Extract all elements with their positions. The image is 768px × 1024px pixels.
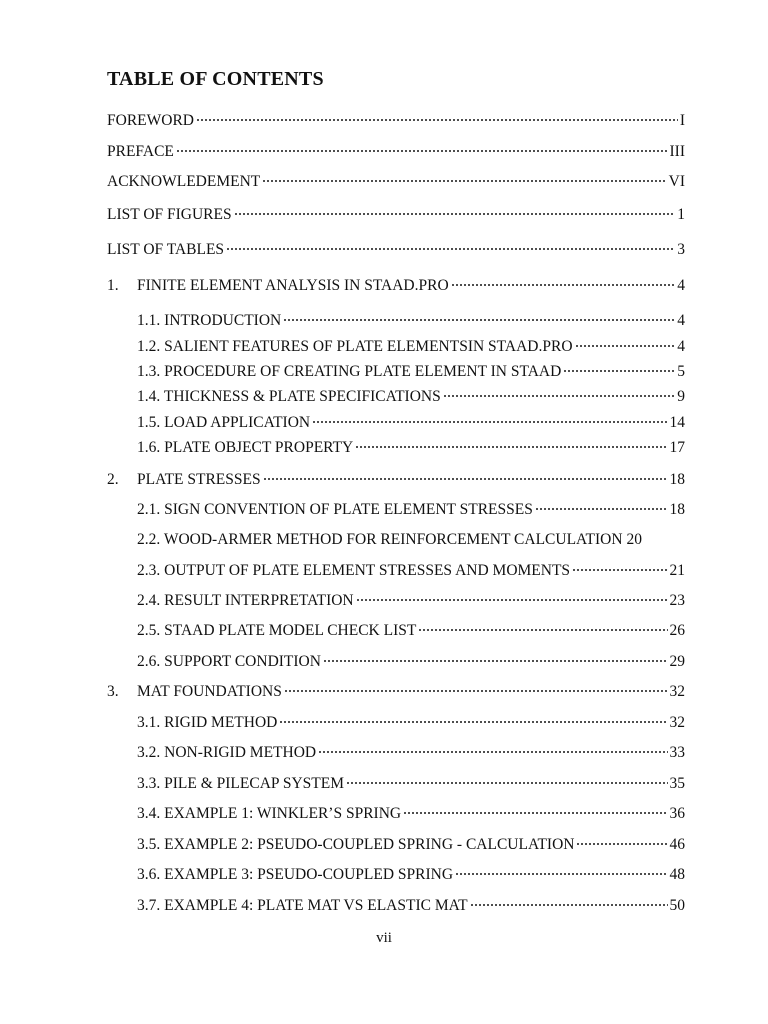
dot-leader — [572, 568, 667, 572]
toc-entry-label: 3.3. PILE & PILECAP SYSTEM — [137, 775, 344, 792]
toc-entry-page: 33 — [669, 744, 685, 761]
toc-entry-label: 2.3. OUTPUT OF PLATE ELEMENT STRESSES AND MOMENTS — [137, 562, 571, 579]
toc-chapter-entry[interactable] — [107, 471, 685, 491]
toc-entry-label: 1.5. LOAD APPLICATION — [137, 414, 311, 431]
toc-entry-page: 36 — [669, 805, 685, 822]
dot-leader — [403, 811, 667, 815]
toc-entry-label: 1.6. PLATE OBJECT PROPERTY — [137, 439, 354, 456]
toc-entry[interactable] — [107, 241, 685, 261]
toc-entry-page: 20 — [626, 531, 643, 548]
toc-entry[interactable] — [107, 143, 685, 163]
toc-section-entry[interactable] — [137, 501, 685, 521]
toc-entry-label: 2.5. STAAD PLATE MODEL CHECK LIST — [137, 622, 417, 639]
dot-leader — [284, 689, 668, 693]
toc-entry-page: 3 — [677, 241, 685, 258]
toc-section-entry[interactable] — [137, 653, 685, 673]
toc-section-entry[interactable] — [137, 388, 685, 408]
toc-entry-label: 2.6. SUPPORT CONDITION — [137, 653, 321, 670]
toc-entry-label: MAT FOUNDATIONS — [137, 683, 282, 700]
toc-entry-label: 3.2. NON-RIGID METHOD — [137, 744, 317, 761]
dot-leader — [318, 750, 667, 754]
toc-entry-label: 3.4. EXAMPLE 1: WINKLER’S SPRING — [137, 805, 402, 822]
toc-section-entry[interactable] — [137, 338, 685, 358]
dot-leader — [470, 903, 668, 907]
dot-leader — [563, 369, 675, 373]
toc-entry-page: 4 — [677, 312, 685, 329]
toc-entry-label: 3.7. EXAMPLE 4: PLATE MAT VS ELASTIC MAT — [137, 897, 468, 914]
toc-section-entry[interactable] — [137, 363, 685, 383]
toc-entry-page: VI — [668, 173, 685, 190]
toc-entry-page: 46 — [669, 836, 685, 853]
toc-entry-label: FOREWORD — [107, 112, 194, 129]
dot-leader — [355, 445, 667, 449]
page-number: vii — [376, 930, 392, 946]
toc-entry-page: 4 — [677, 277, 685, 294]
toc-entry-page: 32 — [669, 683, 685, 700]
dot-leader — [356, 598, 668, 602]
toc-chapter-number: 2. — [107, 471, 119, 488]
dot-leader — [312, 420, 667, 424]
toc-entry-label: 2.4. RESULT INTERPRETATION — [137, 592, 354, 609]
dot-leader — [263, 477, 668, 481]
toc-section-entry[interactable] — [137, 805, 685, 825]
toc-section-entry[interactable] — [137, 622, 685, 642]
toc-entry-label: ACKNOWLEDEMENT — [107, 173, 261, 190]
toc-entry[interactable] — [107, 112, 685, 132]
toc-section-entry[interactable] — [137, 592, 685, 612]
toc-entry-page: 18 — [669, 501, 685, 518]
dot-leader — [576, 842, 667, 846]
toc-section-entry[interactable] — [137, 897, 685, 917]
toc-entry-page: 29 — [669, 653, 685, 670]
toc-section-entry[interactable] — [137, 836, 685, 856]
toc-section-entry[interactable] — [137, 414, 685, 434]
dot-leader — [455, 872, 667, 876]
toc-entry-page: I — [679, 112, 685, 129]
dot-leader — [575, 344, 676, 348]
toc-entry-page: 23 — [669, 592, 685, 609]
toc-entry-label: FINITE ELEMENT ANALYSIS IN STAAD.PRO — [137, 277, 449, 294]
dot-leader — [279, 720, 667, 724]
toc-entry-page: III — [669, 143, 685, 160]
toc-entry-label: 1.1. INTRODUCTION — [137, 312, 282, 329]
toc-entry[interactable] — [107, 173, 685, 193]
dot-leader — [443, 394, 676, 398]
toc-entry-label: PREFACE — [107, 143, 174, 160]
dot-leader — [283, 318, 675, 322]
toc-entry-page: 9 — [677, 388, 685, 405]
toc-entry-page: 26 — [669, 622, 685, 639]
toc-section-entry[interactable] — [137, 312, 685, 332]
toc-entry[interactable] — [107, 206, 685, 226]
toc-entry-page: 21 — [669, 562, 685, 579]
dot-leader — [323, 659, 668, 663]
toc-entry-label: LIST OF FIGURES — [107, 206, 232, 223]
dot-leader — [346, 781, 668, 785]
dot-leader — [226, 247, 675, 251]
toc-entry-label: 1.4. THICKNESS & PLATE SPECIFICATIONS — [137, 388, 441, 405]
dot-leader — [176, 149, 668, 153]
toc-chapter-number: 1. — [107, 277, 119, 294]
toc-entry-label: 3.1. RIGID METHOD — [137, 714, 278, 731]
toc-entry-page: 50 — [669, 897, 685, 914]
toc-entry-page: 14 — [669, 414, 685, 431]
toc-section-entry[interactable] — [137, 866, 685, 886]
dot-leader — [196, 118, 678, 122]
toc-entry-page: 32 — [669, 714, 685, 731]
toc-section-entry[interactable] — [137, 775, 685, 795]
toc-entry-label: 1.2. SALIENT FEATURES OF PLATE ELEMENTSIN STAAD.PRO — [137, 338, 573, 355]
toc-section-entry[interactable] — [137, 562, 685, 582]
toc-entry-label: 3.5. EXAMPLE 2: PSEUDO-COUPLED SPRING - CALCULATION — [137, 836, 575, 853]
toc-chapter-number: 3. — [107, 683, 119, 700]
toc-entry-label: 1.3. PROCEDURE OF CREATING PLATE ELEMENT IN STAAD — [137, 363, 562, 380]
toc-entry-page: 5 — [677, 363, 685, 380]
toc-entry-page: 35 — [669, 775, 685, 792]
toc-entry-label: 2.2. WOOD-ARMER METHOD FOR REINFORCEMENT CALCULATION — [137, 531, 623, 548]
toc-section-entry[interactable] — [137, 531, 685, 551]
dot-leader — [418, 628, 667, 632]
toc-entry-label: 3.6. EXAMPLE 3: PSEUDO-COUPLED SPRING — [137, 866, 454, 883]
toc-entry-page: 17 — [669, 439, 685, 456]
toc-entry-page: 48 — [669, 866, 685, 883]
toc-chapter-entry[interactable] — [107, 277, 685, 297]
toc-entry-label: LIST OF TABLES — [107, 241, 225, 258]
dot-leader — [262, 179, 666, 183]
toc-section-entry[interactable] — [137, 714, 685, 734]
toc-section-entry[interactable] — [137, 439, 685, 459]
toc-entry-label: 2.1. SIGN CONVENTION OF PLATE ELEMENT STRESSES — [137, 501, 533, 518]
dot-leader — [451, 283, 676, 287]
toc-entry-page: 18 — [669, 471, 685, 488]
toc-entry-page: 1 — [677, 206, 685, 223]
dot-leader — [535, 507, 668, 511]
toc-section-entry[interactable] — [137, 744, 685, 764]
page-title: TABLE OF CONTENTS — [107, 68, 324, 90]
dot-leader — [234, 212, 676, 216]
toc-entry-page: 4 — [677, 338, 685, 355]
toc-entry-label: PLATE STRESSES — [137, 471, 261, 488]
toc-chapter-entry[interactable] — [107, 683, 685, 703]
